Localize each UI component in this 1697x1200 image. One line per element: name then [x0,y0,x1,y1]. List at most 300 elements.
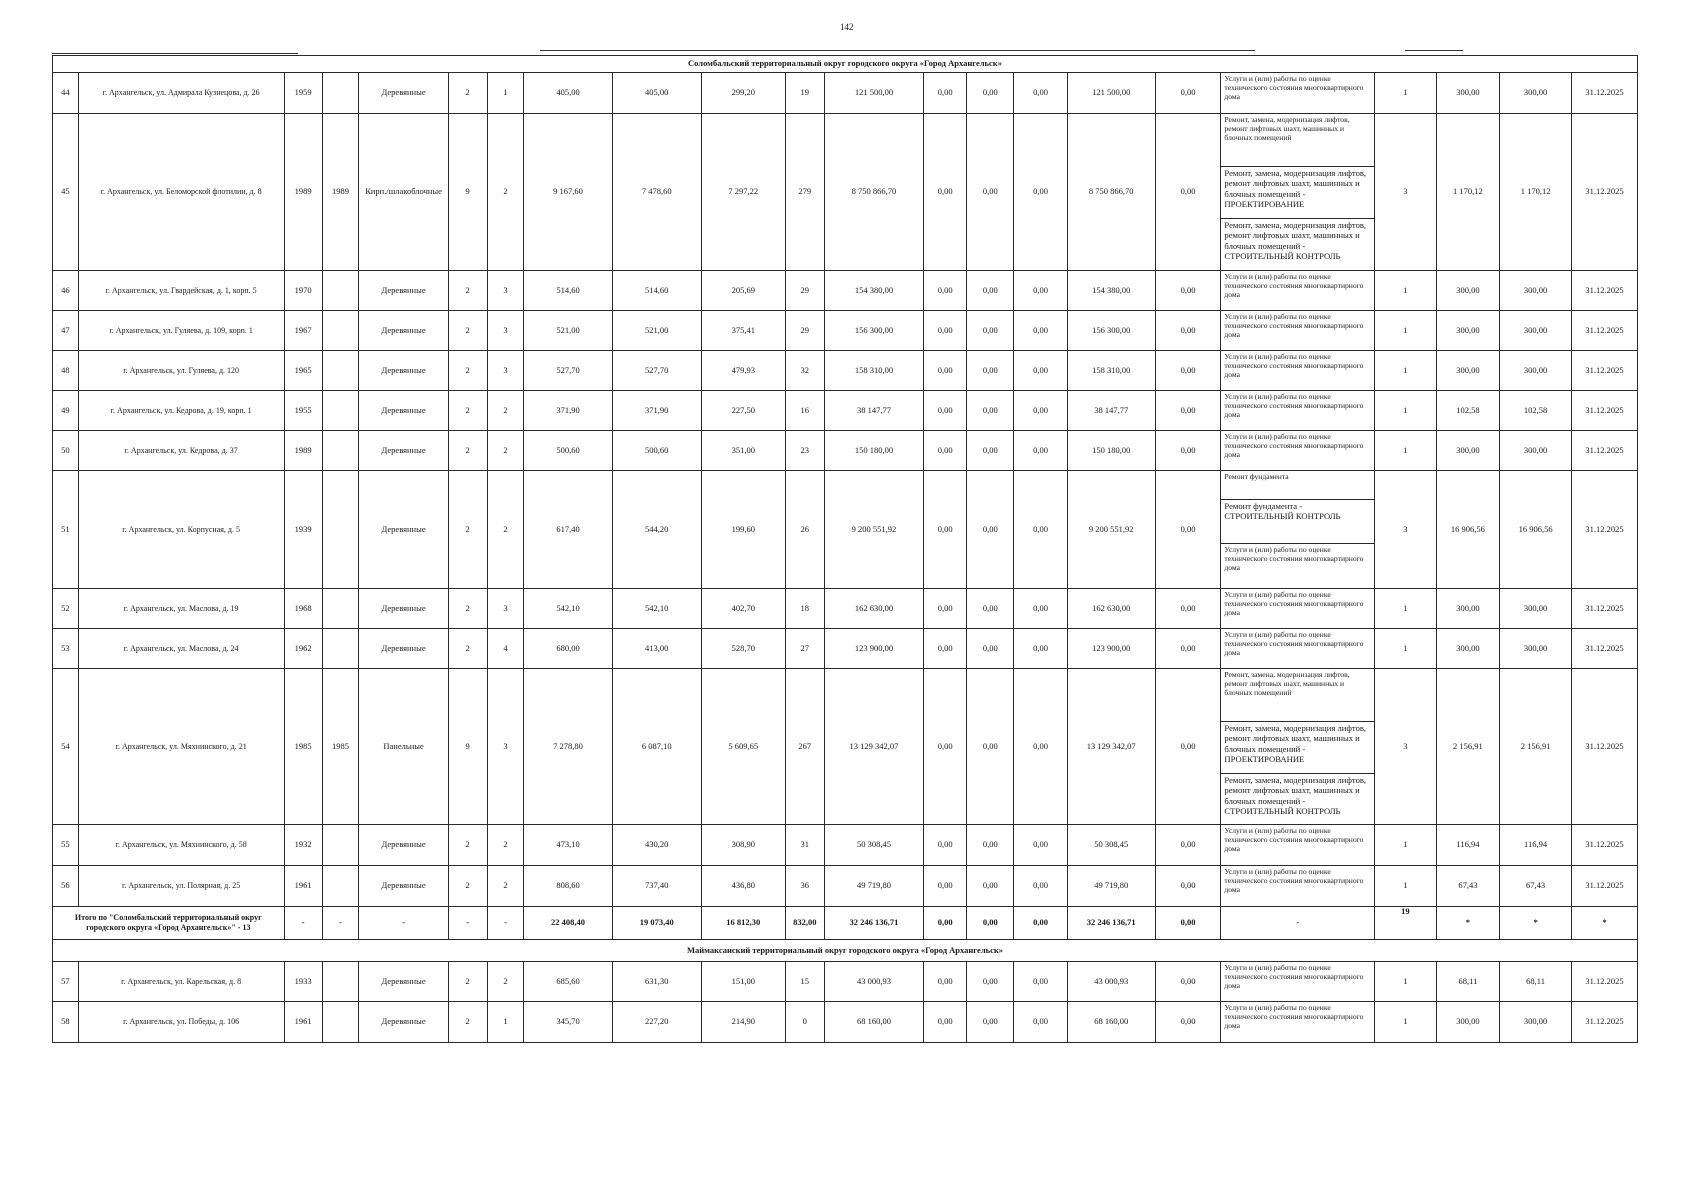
floors-cell: 2 [448,962,487,1002]
fund-owners-cell: 154 380,00 [1067,271,1155,311]
residents-cell: 279 [785,114,824,271]
year-built-cell: 1961 [284,866,322,907]
table-row [53,431,1638,471]
fund-local-cell: 0,00 [1014,391,1067,431]
fund-federal-cell: 0,00 [924,431,967,471]
fund-other-sum: 0,00 [1155,907,1221,940]
fund-regional-cell: 0,00 [967,825,1014,866]
year-commissioned-cell [322,825,359,866]
works-count-cell: 1 [1375,311,1437,351]
premises-area-cell: 527,70 [612,351,701,391]
fund-owners-cell: 156 300,00 [1067,311,1155,351]
work-types-cell [1221,629,1375,669]
repair-cost-cell: 9 200 551,92 [824,471,923,589]
work-type: Ремонт, замена, модернизация лифтов, ремонт лифтовых шахт, машинных и блочных помещений [1224,115,1350,143]
fund-local-cell: 0,00 [1014,825,1067,866]
residents-cell: 267 [785,669,824,825]
work-types-cell [1221,114,1375,271]
address-cell: г. Архангельск, ул. Адмирала Кузнецова, д. 26 [78,73,284,114]
fund-other-cell: 0,00 [1155,825,1221,866]
fund-owners-cell: 50 308,45 [1067,825,1155,866]
floors-cell: 2 [448,391,487,431]
repair-cost-cell: 123 900,00 [824,629,923,669]
year-commissioned-cell [322,962,359,1002]
row-number: 58 [53,1002,79,1043]
address-cell: г. Архангельск, ул. Беломорской флотилии, д. 8 [78,114,284,271]
repair-cost-cell: 162 630,00 [824,589,923,629]
year-commissioned-cell [322,311,359,351]
unit-cost-cell: 67,43 [1436,866,1500,907]
work-type: Услуги и (или) работы по оценке технического состояния многоквартирного дома [1224,432,1364,460]
work-types-cell [1221,73,1375,114]
header-rule-middle [540,50,1255,51]
entrances-cell: 2 [487,431,524,471]
residential-area-sum: 16 812,30 [701,907,785,940]
fund-federal-cell: 0,00 [924,825,967,866]
residential-area-cell: 308,90 [701,825,785,866]
address-cell: г. Архангельск, ул. Гуляева, д. 109, корп. 1 [78,311,284,351]
page-number: 142 [840,22,854,32]
total-area-cell: 617,40 [524,471,612,589]
repair-cost-cell: 43 000,93 [824,962,923,1002]
work-type: Ремонт, замена, модернизация лифтов, ремонт лифтовых шахт, машинных и блочных помещений - ПРОЕКТИРОВАНИЕ [1221,166,1374,218]
work-type: Услуги и (или) работы по оценке технического состояния многоквартирного дома [1224,74,1364,102]
repair-cost-cell: 8 750 866,70 [824,114,923,271]
wall-material-cell: Деревянные [359,629,448,669]
residents-cell: 18 [785,589,824,629]
wall-material-cell: Деревянные [359,431,448,471]
table-row [53,391,1638,431]
section-title-solombala: Соломбальский территориальный округ городского округа «Город Архангельск» [53,56,1638,73]
total-dash: - [322,907,359,940]
works-count-cell: 1 [1375,589,1437,629]
total-dash: - [1221,907,1375,940]
fund-local-cell: 0,00 [1014,271,1067,311]
unit-cost-cell: 300,00 [1436,271,1500,311]
fund-federal-cell: 0,00 [924,669,967,825]
row-number: 53 [53,629,79,669]
entrances-cell: 4 [487,629,524,669]
unit-cost-cell: 1 170,12 [1436,114,1500,271]
completion-date-cell: 31.12.2025 [1571,825,1637,866]
year-built-cell: 1955 [284,391,322,431]
completion-date-cell: 31.12.2025 [1571,589,1637,629]
address-cell: г. Архангельск, ул. Полярная, д. 25 [78,866,284,907]
max-unit-cost-cell: 2 156,91 [1500,669,1572,825]
entrances-cell: 2 [487,471,524,589]
total-area-cell: 9 167,60 [524,114,612,271]
works-count-cell: 1 [1375,391,1437,431]
fund-other-cell: 0,00 [1155,669,1221,825]
address-cell: г. Архангельск, ул. Кедрова, д. 19, корп. 1 [78,391,284,431]
year-commissioned-cell [322,589,359,629]
row-number: 55 [53,825,79,866]
floors-cell: 2 [448,866,487,907]
premises-area-cell: 405,00 [612,73,701,114]
unit-cost-cell: 300,00 [1436,629,1500,669]
fund-other-cell: 0,00 [1155,114,1221,271]
premises-area-cell: 542,10 [612,589,701,629]
year-built-cell: 1989 [284,114,322,271]
year-built-cell: 1962 [284,629,322,669]
fund-other-cell: 0,00 [1155,1002,1221,1043]
wall-material-cell: Деревянные [359,825,448,866]
unit-cost-cell: 300,00 [1436,431,1500,471]
premises-area-cell: 6 087,10 [612,669,701,825]
residents-cell: 19 [785,73,824,114]
max-unit-cost-cell: 300,00 [1500,311,1572,351]
fund-regional-cell: 0,00 [967,471,1014,589]
section-title-maymaksa: Маймаксанский территориальный округ городского округа «Город Архангельск» [53,940,1638,962]
residential-area-cell: 375,41 [701,311,785,351]
fund-federal-cell: 0,00 [924,1002,967,1043]
row-number: 54 [53,669,79,825]
entrances-cell: 3 [487,589,524,629]
fund-owners-cell: 158 310,00 [1067,351,1155,391]
fund-other-cell: 0,00 [1155,73,1221,114]
entrances-cell: 2 [487,962,524,1002]
work-types-cell [1221,669,1375,825]
year-built-cell: 1967 [284,311,322,351]
table-row [53,629,1638,669]
work-type: Услуги и (или) работы по оценке технического состояния многоквартирного дома [1224,352,1364,380]
works-count-cell: 1 [1375,351,1437,391]
work-types-cell [1221,311,1375,351]
row-number: 45 [53,114,79,271]
residents-cell: 16 [785,391,824,431]
works-count-cell: 1 [1375,629,1437,669]
wall-material-cell: Деревянные [359,866,448,907]
wall-material-cell: Деревянные [359,73,448,114]
max-unit-cost-cell: 300,00 [1500,431,1572,471]
premises-area-cell: 227,20 [612,1002,701,1043]
fund-local-cell: 0,00 [1014,73,1067,114]
fund-other-cell: 0,00 [1155,311,1221,351]
table-row [53,669,1638,825]
total-area-cell: 685,60 [524,962,612,1002]
work-types-cell [1221,271,1375,311]
wall-material-cell: Деревянные [359,271,448,311]
residential-area-cell: 402,70 [701,589,785,629]
row-number: 56 [53,866,79,907]
max-unit-cost-cell: 300,00 [1500,73,1572,114]
completion-date-cell: 31.12.2025 [1571,962,1637,1002]
premises-area-cell: 7 478,60 [612,114,701,271]
premises-area-cell: 514,60 [612,271,701,311]
fund-regional-cell: 0,00 [967,114,1014,271]
completion-date-cell: 31.12.2025 [1571,669,1637,825]
fund-regional-cell: 0,00 [967,1002,1014,1043]
floors-cell: 2 [448,271,487,311]
work-types-cell [1221,1002,1375,1043]
total-area-cell: 345,70 [524,1002,612,1043]
fund-local-cell: 0,00 [1014,589,1067,629]
unit-cost-cell: 300,00 [1436,589,1500,629]
work-type: Ремонт, замена, модернизация лифтов, ремонт лифтовых шахт, машинных и блочных помещений - СТРОИТЕЛЬНЫЙ КОНТРОЛЬ [1221,773,1374,824]
total-star: * [1571,907,1637,940]
completion-date-cell: 31.12.2025 [1571,1002,1637,1043]
table-row [53,351,1638,391]
fund-federal-cell: 0,00 [924,471,967,589]
address-cell: г. Архангельск, ул. Победы, д. 106 [78,1002,284,1043]
fund-federal-cell: 0,00 [924,589,967,629]
fund-federal-cell: 0,00 [924,391,967,431]
fund-local-cell: 0,00 [1014,669,1067,825]
unit-cost-cell: 300,00 [1436,73,1500,114]
fund-local-cell: 0,00 [1014,351,1067,391]
year-built-cell: 1961 [284,1002,322,1043]
max-unit-cost-cell: 300,00 [1500,351,1572,391]
header-rule-left [52,53,298,54]
address-cell: г. Архангельск, ул. Гуляева, д. 120 [78,351,284,391]
table-row [53,73,1638,114]
max-unit-cost-cell: 102,58 [1500,391,1572,431]
row-number: 52 [53,589,79,629]
unit-cost-cell: 300,00 [1436,311,1500,351]
work-type: Ремонт фундамента - СТРОИТЕЛЬНЫЙ КОНТРОЛЬ [1221,499,1374,543]
total-dash: - [284,907,322,940]
entrances-cell: 2 [487,866,524,907]
total-area-cell: 808,60 [524,866,612,907]
fund-other-cell: 0,00 [1155,431,1221,471]
wall-material-cell: Деревянные [359,311,448,351]
residents-cell: 31 [785,825,824,866]
address-cell: г. Архангельск, ул. Мяхнинского, д. 58 [78,825,284,866]
residents-cell: 15 [785,962,824,1002]
total-area-cell: 521,00 [524,311,612,351]
year-commissioned-cell [322,391,359,431]
row-number: 44 [53,73,79,114]
fund-local-cell: 0,00 [1014,311,1067,351]
year-built-cell: 1970 [284,271,322,311]
wall-material-cell: Кирп./шлакоблочные [359,114,448,271]
max-unit-cost-cell: 16 906,56 [1500,471,1572,589]
fund-owners-cell: 13 129 342,07 [1067,669,1155,825]
fund-other-cell: 0,00 [1155,629,1221,669]
repair-cost-cell: 13 129 342,07 [824,669,923,825]
fund-owners-cell: 38 147,77 [1067,391,1155,431]
floors-cell: 2 [448,311,487,351]
year-built-cell: 1933 [284,962,322,1002]
work-type: Ремонт, замена, модернизация лифтов, ремонт лифтовых шахт, машинных и блочных помещений [1224,670,1350,698]
works-count-cell: 1 [1375,825,1437,866]
fund-owners-cell: 49 719,80 [1067,866,1155,907]
works-count-cell: 3 [1375,114,1437,271]
entrances-cell: 1 [487,1002,524,1043]
entrances-cell: 3 [487,271,524,311]
work-type: Услуги и (или) работы по оценке технического состояния многоквартирного дома [1224,392,1364,420]
year-commissioned-cell [322,1002,359,1043]
works-count-cell: 1 [1375,962,1437,1002]
works-count-cell: 3 [1375,471,1437,589]
total-dash: - [487,907,524,940]
year-built-cell: 1932 [284,825,322,866]
row-number: 57 [53,962,79,1002]
repair-cost-cell: 154 380,00 [824,271,923,311]
works-count-sum: 19 [1375,907,1437,940]
year-commissioned-cell [322,73,359,114]
premises-area-cell: 413,00 [612,629,701,669]
repair-cost-cell: 38 147,77 [824,391,923,431]
max-unit-cost-cell: 300,00 [1500,271,1572,311]
floors-cell: 2 [448,431,487,471]
table-row [53,866,1638,907]
completion-date-cell: 31.12.2025 [1571,351,1637,391]
floors-cell: 2 [448,351,487,391]
unit-cost-cell: 300,00 [1436,351,1500,391]
year-commissioned-cell [322,351,359,391]
address-cell: г. Архангельск, ул. Корпусная, д. 5 [78,471,284,589]
address-cell: г. Архангельск, ул. Мяхнинского, д. 21 [78,669,284,825]
fund-federal-cell: 0,00 [924,271,967,311]
fund-local-cell: 0,00 [1014,629,1067,669]
fund-local-sum: 0,00 [1014,907,1067,940]
total-row [53,907,1638,940]
address-cell: г. Архангельск, ул. Маслова, д. 19 [78,589,284,629]
completion-date-cell: 31.12.2025 [1571,391,1637,431]
total-star: * [1500,907,1572,940]
fund-regional-cell: 0,00 [967,629,1014,669]
year-built-cell: 1985 [284,669,322,825]
works-count-cell: 1 [1375,1002,1437,1043]
work-type: Услуги и (или) работы по оценке технического состояния многоквартирного дома [1221,543,1374,587]
entrances-cell: 3 [487,669,524,825]
floors-cell: 2 [448,629,487,669]
entrances-cell: 3 [487,311,524,351]
total-area-cell: 7 278,80 [524,669,612,825]
residential-area-cell: 151,00 [701,962,785,1002]
fund-other-cell: 0,00 [1155,866,1221,907]
unit-cost-cell: 102,58 [1436,391,1500,431]
year-built-cell: 1989 [284,431,322,471]
repair-cost-cell: 150 180,00 [824,431,923,471]
unit-cost-cell: 2 156,91 [1436,669,1500,825]
residential-area-cell: 214,90 [701,1002,785,1043]
unit-cost-cell: 68,11 [1436,962,1500,1002]
work-type: Услуги и (или) работы по оценке технического состояния многоквартирного дома [1224,963,1364,991]
fund-local-cell: 0,00 [1014,1002,1067,1043]
fund-other-cell: 0,00 [1155,471,1221,589]
row-number: 50 [53,431,79,471]
works-count-cell: 1 [1375,73,1437,114]
work-type: Услуги и (или) работы по оценке технического состояния многоквартирного дома [1224,826,1364,854]
max-unit-cost-cell: 300,00 [1500,589,1572,629]
work-types-cell [1221,471,1375,589]
year-commissioned-cell: 1989 [322,114,359,271]
max-unit-cost-cell: 68,11 [1500,962,1572,1002]
floors-cell: 2 [448,589,487,629]
repair-cost-sum: 32 246 136,71 [824,907,923,940]
repair-cost-cell: 156 300,00 [824,311,923,351]
wall-material-cell: Деревянные [359,962,448,1002]
max-unit-cost-cell: 67,43 [1500,866,1572,907]
year-commissioned-cell [322,431,359,471]
residents-cell: 36 [785,866,824,907]
completion-date-cell: 31.12.2025 [1571,431,1637,471]
year-commissioned-cell [322,271,359,311]
fund-regional-cell: 0,00 [967,271,1014,311]
table-row [53,114,1638,271]
fund-regional-cell: 0,00 [967,391,1014,431]
work-type: Услуги и (или) работы по оценке технического состояния многоквартирного дома [1224,272,1364,300]
fund-federal-cell: 0,00 [924,114,967,271]
wall-material-cell: Деревянные [359,589,448,629]
repair-cost-cell: 121 500,00 [824,73,923,114]
entrances-cell: 2 [487,114,524,271]
residential-area-cell: 479,93 [701,351,785,391]
fund-owners-cell: 8 750 866,70 [1067,114,1155,271]
total-dash: - [448,907,487,940]
completion-date-cell: 31.12.2025 [1571,629,1637,669]
work-type: Услуги и (или) работы по оценке технического состояния многоквартирного дома [1224,590,1364,618]
residential-area-cell: 528,70 [701,629,785,669]
work-types-cell [1221,391,1375,431]
row-number: 48 [53,351,79,391]
row-number: 46 [53,271,79,311]
fund-federal-cell: 0,00 [924,73,967,114]
max-unit-cost-cell: 116,94 [1500,825,1572,866]
total-area-cell: 527,70 [524,351,612,391]
fund-other-cell: 0,00 [1155,351,1221,391]
residents-cell: 0 [785,1002,824,1043]
work-type: Услуги и (или) работы по оценке технического состояния многоквартирного дома [1224,312,1364,340]
fund-federal-sum: 0,00 [924,907,967,940]
completion-date-cell: 31.12.2025 [1571,866,1637,907]
wall-material-cell: Деревянные [359,351,448,391]
repair-plan-table [52,55,1638,1043]
year-built-cell: 1968 [284,589,322,629]
works-count-cell: 3 [1375,669,1437,825]
residential-area-cell: 299,20 [701,73,785,114]
fund-local-cell: 0,00 [1014,866,1067,907]
entrances-cell: 2 [487,391,524,431]
total-star: * [1436,907,1500,940]
repair-cost-cell: 49 719,80 [824,866,923,907]
address-cell: г. Архангельск, ул. Гвардейская, д. 1, корп. 5 [78,271,284,311]
residential-area-cell: 227,50 [701,391,785,431]
year-commissioned-cell [322,866,359,907]
floors-cell: 2 [448,471,487,589]
year-built-cell: 1939 [284,471,322,589]
year-built-cell: 1959 [284,73,322,114]
work-type: Ремонт, замена, модернизация лифтов, ремонт лифтовых шахт, машинных и блочных помещений - СТРОИТЕЛЬНЫЙ КОНТРОЛЬ [1221,218,1374,270]
year-built-cell: 1965 [284,351,322,391]
row-number: 47 [53,311,79,351]
wall-material-cell: Деревянные [359,391,448,431]
residential-area-cell: 205,69 [701,271,785,311]
work-type: Услуги и (или) работы по оценке технического состояния многоквартирного дома [1224,1003,1364,1031]
unit-cost-cell: 300,00 [1436,1002,1500,1043]
completion-date-cell: 31.12.2025 [1571,271,1637,311]
address-cell: г. Архангельск, ул. Кедрова, д. 37 [78,431,284,471]
wall-material-cell: Панельные [359,669,448,825]
work-type: Ремонт фундамента [1224,472,1289,481]
work-types-cell [1221,962,1375,1002]
premises-area-sum: 19 073,40 [612,907,701,940]
address-cell: г. Архангельск, ул. Маслова, д. 24 [78,629,284,669]
section-header-row [53,940,1638,962]
repair-cost-cell: 158 310,00 [824,351,923,391]
fund-regional-sum: 0,00 [967,907,1014,940]
work-types-cell [1221,589,1375,629]
fund-owners-cell: 121 500,00 [1067,73,1155,114]
row-number: 49 [53,391,79,431]
max-unit-cost-cell: 1 170,12 [1500,114,1572,271]
work-types-cell [1221,866,1375,907]
works-count-cell: 1 [1375,866,1437,907]
fund-federal-cell: 0,00 [924,311,967,351]
premises-area-cell: 430,20 [612,825,701,866]
